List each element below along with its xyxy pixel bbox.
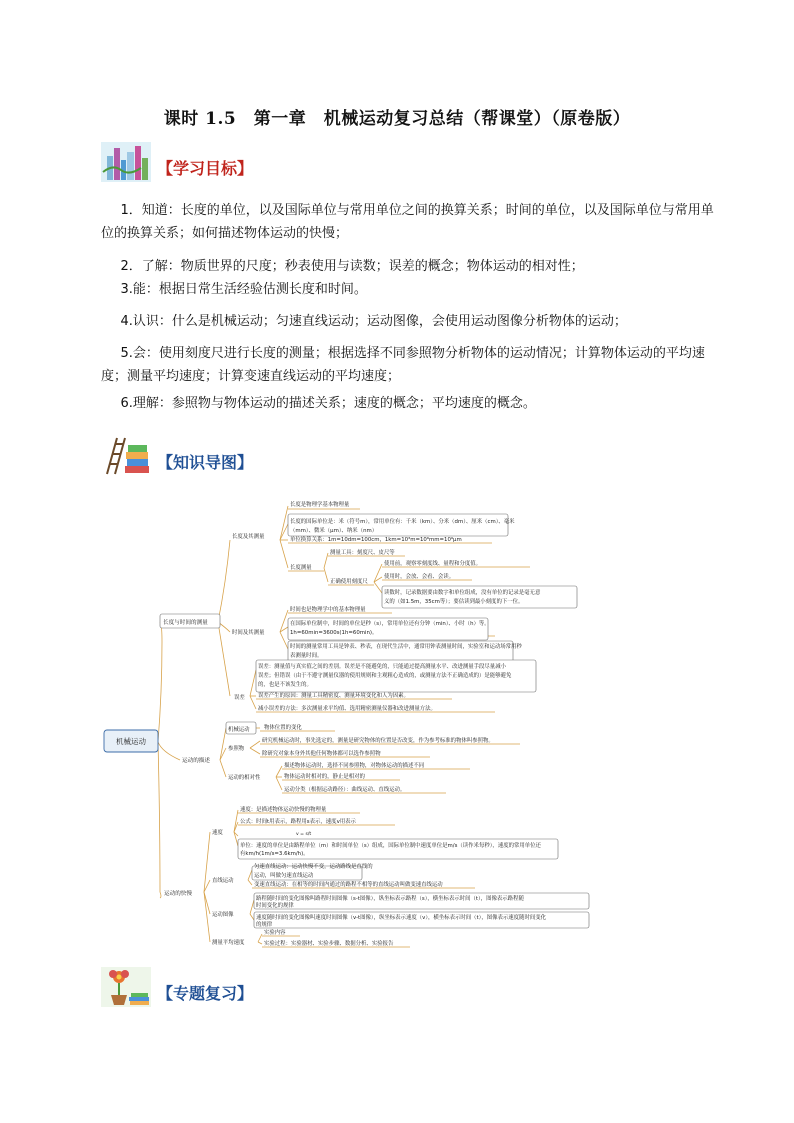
objective-item: 4.认识：什么是机械运动；匀速直线运动；运动图像，会使用运动图像分析物体的运动；	[120, 314, 627, 329]
objective-item: 2．了解：物质世界的尺度；秒表使用与读数；误差的概念；物体运动的相对性；	[120, 259, 584, 274]
mindmap-node: 测量平均速度	[212, 940, 245, 946]
mindmap-node: 路程随时间的变化图像叫路程时间图像（s-t图像），纵坐标表示路程（s），横坐标表示时间（t），图像表示路程随	[256, 896, 524, 902]
mindmap-node: 运动图像	[212, 912, 234, 918]
objectives-list	[101, 199, 726, 415]
books-ladder-icon	[101, 436, 151, 476]
mindmap-node: 单位换算关系：1m=10dm=100cm，1km=10³m=10⁶mm=10⁹μm	[290, 537, 462, 543]
mindmap-node: 速度随时间的变化图像叫速度时间图像（v-t图像），纵坐标表示速度（v），横坐标表示时间（t），图像表示速度随时间变化	[256, 915, 547, 921]
mindmap-node: 测量工具：刻度尺、皮尺等	[330, 550, 395, 556]
mindmap-node: 减小误差的方法：多次测量求平均值、选用精密测量仪器和改进测量方法。	[258, 706, 436, 712]
mindmap-node: 实验过程：实验器材、实验步骤、数据分析、实验报告	[264, 941, 394, 947]
mindmap-node: 读数时，记录数据要由数字和单位组成，没有单位的记录是毫无意	[384, 590, 541, 596]
objective-item: 6.理解：参照物与物体运动的描述关系；速度的概念；平均速度的概念。	[120, 396, 536, 411]
mindmap-node: 误差；但错误（由于不遵守测量仪器的使用规则和主观粗心造成的，或测量方法不正确造成的）是能够避免	[258, 673, 512, 679]
mindmap-node: 物体位置的变化	[264, 725, 302, 731]
mindmap-node: 速度	[212, 830, 223, 836]
mindmap-root: 机械运动	[116, 737, 146, 746]
mindmap-node: 误差	[234, 695, 245, 701]
section-mindmap-label: 【知识导图】	[157, 453, 254, 472]
mindmap-branch: 长度与时间的测量	[163, 620, 208, 626]
mindmap-node: 时间的测量常用工具是钟表、秒表，在现代生活中，通常用钟表测量时间，实验室和运动场常用秒	[290, 644, 522, 650]
mindmap-node: 参照物	[228, 746, 245, 752]
mindmap-node: 的规律	[256, 922, 273, 928]
mindmap-node: 长度是物理学基本物理量	[290, 502, 350, 508]
page-title: 课时 1.5 第一章 机械运动复习总结（帮课堂）（原卷版）	[163, 109, 631, 129]
mindmap-node: 1h=60min=3600s(1h=60min)。	[290, 630, 378, 636]
objective-item: 1．知道：长度的单位，以及国际单位与常用单位之间的换算关系；时间的单位，以及国际单位与常用单位的换算关系；如何描述物体运动的快慢；	[101, 203, 714, 241]
mindmap-node: 的，也是不该发生的。	[258, 682, 312, 688]
mindmap-node: 时间及其测量	[232, 630, 265, 636]
mindmap-node: 长度测量	[290, 565, 312, 571]
mindmap-node: 长度及其测量	[232, 534, 265, 540]
flower-pot-icon	[101, 967, 151, 1007]
mindmap-node: 长度的国际单位是：米（符号m），常用单位有：千米（km）、分米（dm）、厘米（cm）、毫米	[290, 519, 515, 525]
mindmap-node: 运动，叫做匀速直线运动	[254, 873, 314, 879]
mindmap-node: 义的（如1.5m，35cm等）；要估读到最小刻度的下一位。	[384, 599, 524, 605]
mindmap-node: （mm）、微米（μm）、纳米（nm）	[290, 528, 378, 534]
mindmap-node: 使用前，观察零刻度线、量程和分度值。	[384, 561, 482, 567]
mindmap-node: 运动分类（根据运动路径）：曲线运动、直线运动。	[284, 787, 406, 793]
knowledge-mindmap	[100, 492, 600, 950]
mindmap-node: 单位：速度的单位是由路程单位（m）和时间单位（s）组成，国际单位制中速度单位是m/s（读作米每秒），速度的常用单位还	[240, 843, 541, 849]
mindmap-node: 误差：测量值与真实值之间的差别。误差是不能避免的，只能通过提高测量水平、改进测量手段尽量减小	[258, 664, 506, 670]
mindmap-node: 表测量时间。	[290, 653, 323, 659]
mindmap-node: 物体运动时相对的，静止是相对的	[284, 774, 365, 780]
mindmap-node: 时间也是物理学中的基本物理量	[290, 607, 366, 613]
mindmap-node: 实验内容	[264, 930, 286, 936]
mindmap-node: 在国际单位制中，时间的单位是秒（s），常用单位还有分钟（min）、小时（h）等。	[290, 621, 490, 627]
mindmap-node: 研究机械运动时，事先选定的，测量是研究物体的位置是否改变，作为参考标准的物体叫参照物。	[262, 738, 494, 744]
mindmap-node: 变速直线运动：在相等的时间内通过的路程不相等的直线运动叫做变速直线运动	[254, 882, 443, 888]
mindmap-node: 正确使用刻度尺	[330, 579, 368, 585]
mindmap-node: 机械运动	[228, 727, 250, 733]
mindmap-node: 速度：是描述物体运动快慢的物理量	[240, 807, 327, 813]
mindmap-node: 有km/h(1m/s=3.6km/h)。	[240, 851, 309, 857]
section-review-label: 【专题复习】	[157, 984, 254, 1003]
mindmap-branch: 运动的快慢	[164, 891, 192, 897]
mindmap-node: 误差产生的原因：测量工具精密度、测量环境变化和人为因素。	[258, 693, 409, 699]
mindmap-branch: 运动的描述	[182, 758, 210, 764]
section-objectives-label: 【学习目标】	[157, 159, 254, 178]
city-buildings-icon	[101, 142, 151, 182]
mindmap-node: 时间变化的规律	[256, 903, 294, 909]
speed-formula: v = s/t	[296, 832, 312, 837]
mindmap-node: 匀速直线运动：运动快慢不变，运动路线是直线的	[254, 864, 373, 870]
mindmap-node: 使用时，会放、会看、会读。	[384, 574, 455, 580]
mindmap-node: 除研究对象本身外其他任何物体都可以选作参照物	[262, 751, 381, 757]
mindmap-node: 直线运动	[212, 878, 234, 884]
objective-item: 5.会：使用刻度尺进行长度的测量；根据选择不同参照物分析物体的运动情况；计算物体运动的平均速度；测量平均速度；计算变速直线运动的平均速度；	[101, 346, 705, 384]
mindmap-node: 描述物体运动时，选择不同参照物，对物体运动的描述不同	[284, 763, 425, 769]
mindmap-node: 公式：时间t用表示，路程用s表示，速度v用表示	[240, 819, 356, 825]
mindmap-node: 运动的相对性	[228, 775, 261, 781]
objective-item: 3.能：根据日常生活经验估测长度和时间。	[120, 282, 367, 297]
